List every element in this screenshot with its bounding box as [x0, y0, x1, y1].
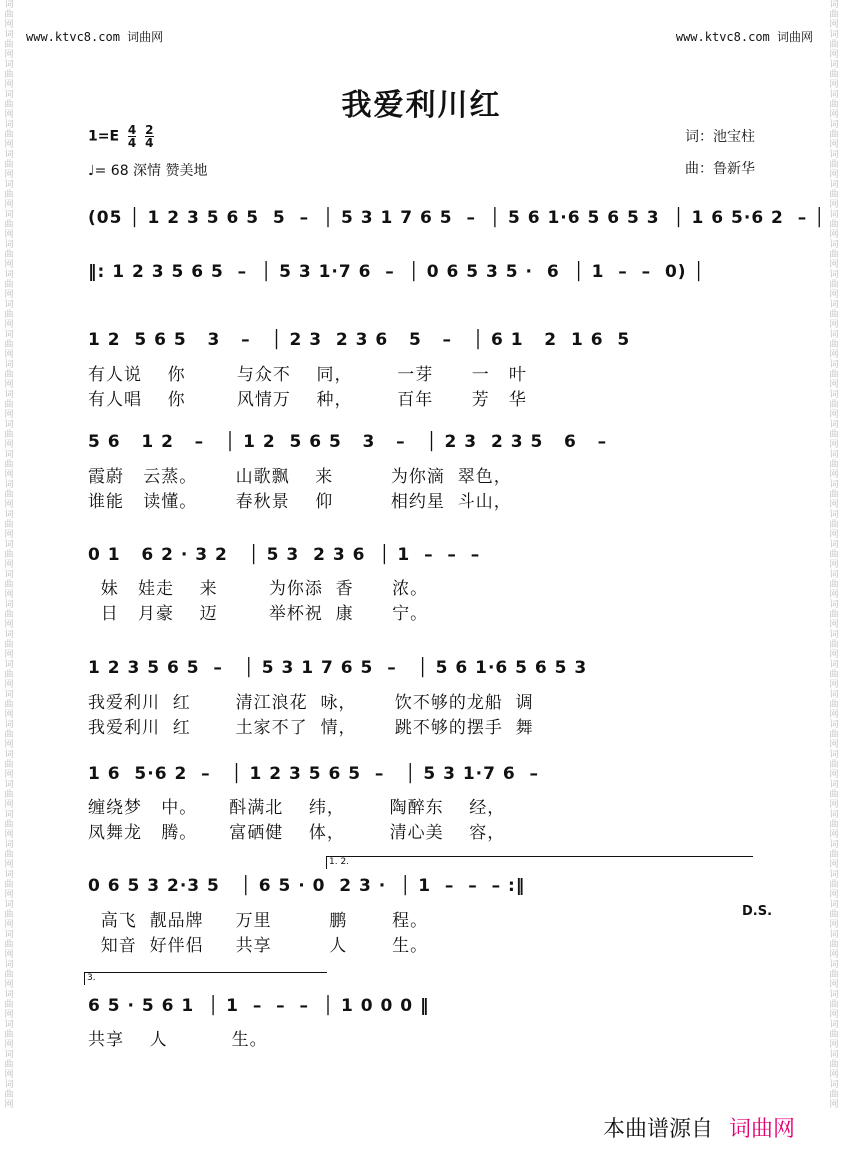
- notation-row-1: (05 │ 1 2 3 5 6 5 5 – │ 5 3 1 7 6 5 – │ 5 6 1·6 5 6 5 3 │ 1 6 5·6 2 – │: [88, 208, 826, 228]
- lyric-row-5-verse-2: 日 月豪 迈 举杯祝 康 宁。: [88, 604, 429, 624]
- song-title: 我爱利川红: [341, 88, 502, 123]
- lyric-row-3-verse-1: 有人说 你 与众不 同， 一芽 一 叶: [88, 365, 527, 385]
- composer: 曲：鲁新华: [685, 161, 755, 177]
- source-footer: [603, 1112, 795, 1143]
- notation-row-8: 0 6 5 3 2·3 5 │ 6 5 · 0 2 3 · │ 1 – – – :‖: [88, 876, 526, 896]
- lyric-row-6-verse-2: 我爱利川 红 土家不了 情， 跳不够的摆手 舞: [88, 718, 534, 738]
- lyric-row-7-verse-2: 凤舞龙 腾。 富硒健 体， 清心美 容，: [88, 823, 506, 843]
- source-text: 本曲谱源自: [602, 1117, 713, 1142]
- dal-segno-marking: D.S.: [742, 904, 773, 919]
- site-url-right[interactable]: www.ktvc8.com 词曲网: [675, 30, 813, 44]
- lyricist: 词：池宝柱: [685, 129, 755, 145]
- key-label: 1=E: [88, 128, 120, 145]
- lyric-row-8-verse-1: 高飞 靓品牌 万里 鹏 程。: [88, 911, 429, 931]
- notation-row-6: 1 2 3 5 6 5 – │ 5 3 1 7 6 5 – │ 5 6 1·6 5 6 5 3: [88, 658, 588, 678]
- notation-row-3: 1 2 5 6 5 3 – │ 2 3 2 3 6 5 – │ 6 1 2 1 6 5: [88, 330, 631, 350]
- volta-bracket-3: 3.: [84, 972, 327, 985]
- key-signature: [88, 124, 154, 149]
- lyric-row-7-verse-1: 缠绕梦 中。 酙满北 纬， 陶醉东 经，: [88, 798, 506, 818]
- lyric-row-4-verse-2: 谁能 读懂。 春秋景 仰 相约星 斗山，: [88, 492, 512, 512]
- side-watermark-left: 词曲网词曲网词曲网词曲网词曲网词曲网词曲网词曲网词曲网词曲网词曲网词曲网词曲网词曲网词曲网词曲网词曲网词曲网词曲网词曲网词曲网词曲网词曲网词曲网词曲网词曲网词曲网词曲网词曲网词曲网词曲网词曲网词曲网词曲网词曲网词曲网词曲网: [4, 0, 14, 1110]
- volta-bracket-1-2: 1. 2.: [326, 856, 753, 869]
- lyric-row-3-verse-2: 有人唱 你 风情万 种， 百年 芳 华: [88, 390, 527, 410]
- notation-row-7: 1 6 5·6 2 – │ 1 2 3 5 6 5 – │ 5 3 1·7 6 –: [88, 764, 540, 784]
- time-signature-2-4: $\frac{2}{4}$: [145, 123, 154, 150]
- notation-row-9: 6 5 · 5 6 1 │ 1 – – – │ 1 0 0 0 ‖: [88, 996, 430, 1016]
- notation-row-4: 5 6 1 2 – │ 1 2 5 6 5 3 – │ 2 3 2 3 5 6 –: [88, 432, 608, 452]
- tempo-marking: ♩= 68 深情 赞美地: [88, 163, 208, 179]
- lyric-row-5-verse-1: 妹 娃走 来 为你添 香 浓。: [88, 579, 429, 599]
- lyric-row-6-verse-1: 我爱利川 红 清江浪花 咏， 饮不够的龙船 调: [88, 693, 534, 713]
- source-brand-link[interactable]: 词曲网: [728, 1117, 795, 1142]
- time-signature-4-4: $\frac{4}{4}$: [127, 123, 137, 150]
- lyric-row-4-verse-1: 霞蔚 云蒸。 山歌飘 来 为你滴 翠色，: [88, 467, 512, 487]
- lyric-row-8-verse-2: 知音 好伴侣 共享 人 生。: [88, 936, 429, 956]
- lyric-row-9-verse-1: 共享 人 生。: [88, 1030, 268, 1050]
- notation-row-2: ‖: 1 2 3 5 6 5 – │ 5 3 1·7 6 – │ 0 6 5 3 5 · 6 │ 1 – – 0) │: [88, 262, 705, 282]
- side-watermark-right: 词曲网词曲网词曲网词曲网词曲网词曲网词曲网词曲网词曲网词曲网词曲网词曲网词曲网词曲网词曲网词曲网词曲网词曲网词曲网词曲网词曲网词曲网词曲网词曲网词曲网词曲网词曲网词曲网词曲网词曲网词曲网词曲网词曲网词曲网词曲网词曲网词曲网: [829, 0, 839, 1110]
- site-url-left[interactable]: www.ktvc8.com 词曲网: [26, 30, 164, 44]
- notation-row-5: 0 1 6 2 · 3 2 │ 5 3 2 3 6 │ 1 – – –: [88, 545, 481, 565]
